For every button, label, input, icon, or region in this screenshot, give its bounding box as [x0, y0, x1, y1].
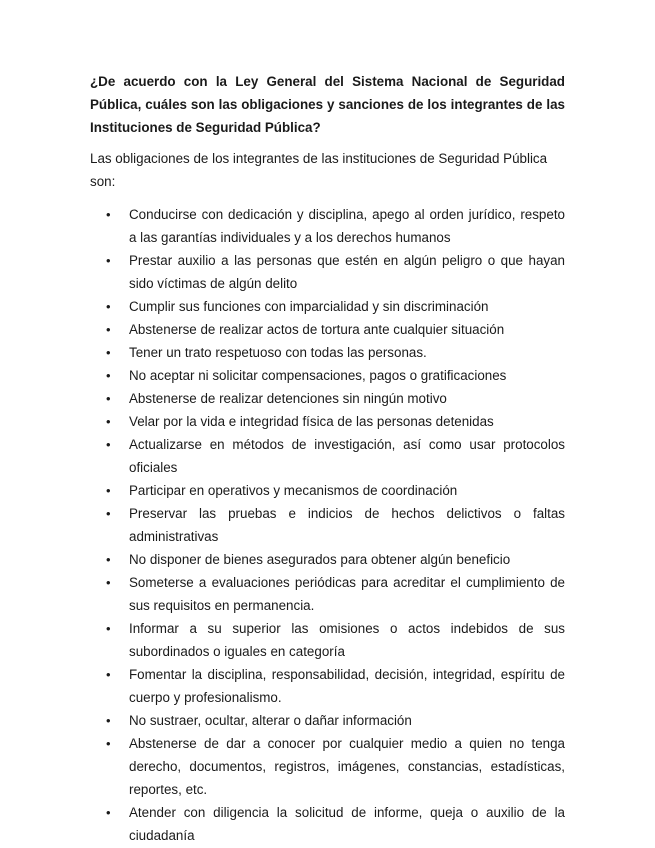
- list-item-text: Actualizarse en métodos de investigación, así como usar protocolos oficiales: [129, 437, 565, 475]
- bullet-icon: •: [106, 299, 111, 314]
- bullet-icon: •: [106, 575, 111, 590]
- bullet-icon: •: [106, 437, 111, 452]
- bullet-icon: •: [106, 667, 111, 682]
- bullet-icon: •: [106, 483, 111, 498]
- list-item: [90, 295, 565, 318]
- bullet-icon: •: [106, 368, 111, 383]
- bullet-icon: •: [106, 621, 111, 636]
- list-item: [90, 502, 565, 548]
- list-item: [90, 663, 565, 709]
- list-item-text: No sustraer, ocultar, alterar o dañar información: [129, 713, 412, 728]
- list-item: [90, 318, 565, 341]
- list-item: [90, 571, 565, 617]
- list-item-text: Velar por la vida e integridad física de las personas detenidas: [129, 414, 494, 429]
- list-item: [90, 801, 565, 847]
- bullet-icon: •: [106, 506, 111, 521]
- intro-paragraph: Las obligaciones de los integrantes de las instituciones de Seguridad Pública son:: [90, 151, 548, 189]
- list-item: [90, 479, 565, 502]
- list-item: [90, 410, 565, 433]
- list-item-text: Tener un trato respetuoso con todas las personas.: [129, 345, 427, 360]
- list-item-text: Atender con diligencia la solicitud de informe, queja o auxilio de la ciudadanía: [129, 805, 565, 843]
- list-item-text: Participar en operativos y mecanismos de coordinación: [129, 483, 458, 498]
- list-item-text: Fomentar la disciplina, responsabilidad, decisión, integridad, espíritu de cuerpo y profesionalismo.: [129, 667, 565, 705]
- list-item-text: Cumplir sus funciones con imparcialidad y sin discriminación: [129, 299, 489, 314]
- bullet-icon: •: [106, 322, 111, 337]
- list-item: [90, 203, 565, 249]
- list-item: [90, 433, 565, 479]
- bullet-icon: •: [106, 391, 111, 406]
- bullet-icon: •: [106, 207, 111, 222]
- bullet-icon: •: [106, 253, 111, 268]
- list-item: [90, 548, 565, 571]
- bullet-icon: •: [106, 805, 111, 820]
- list-item-text: Conducirse con dedicación y disciplina, apego al orden jurídico, respeto a las garantías individuales y a los derechos humanos: [129, 207, 565, 245]
- list-item-text: Prestar auxilio a las personas que estén en algún peligro o que hayan sido víctimas de algún delito: [129, 253, 565, 291]
- document-content: [90, 70, 565, 847]
- list-item-text: Preservar las pruebas e indicios de hechos delictivos o faltas administrativas: [129, 506, 565, 544]
- list-item: [90, 341, 565, 364]
- bullet-icon: •: [106, 713, 111, 728]
- bullet-icon: •: [106, 345, 111, 360]
- bullet-icon: •: [106, 552, 111, 567]
- list-item: [90, 732, 565, 801]
- bullet-icon: •: [106, 736, 111, 751]
- list-item: [90, 387, 565, 410]
- bullet-icon: •: [106, 414, 111, 429]
- list-item: [90, 709, 565, 732]
- list-item-text: No disponer de bienes asegurados para obtener algún beneficio: [129, 552, 511, 567]
- list-item: [90, 617, 565, 663]
- list-item-text: Abstenerse de dar a conocer por cualquier medio a quien no tenga derecho, documentos, registros, imágenes, constancias, estadísticas, reportes, etc.: [129, 736, 565, 797]
- list-item-text: Someterse a evaluaciones periódicas para acreditar el cumplimiento de sus requisitos en permanencia.: [129, 575, 565, 613]
- list-item-text: Abstenerse de realizar actos de tortura ante cualquier situación: [129, 322, 505, 337]
- list-item: [90, 364, 565, 387]
- list-item-text: Abstenerse de realizar detenciones sin ningún motivo: [129, 391, 447, 406]
- list-item: [90, 249, 565, 295]
- list-item-text: No aceptar ni solicitar compensaciones, pagos o gratificaciones: [129, 368, 507, 383]
- question-heading: ¿De acuerdo con la Ley General del Sistema Nacional de Seguridad Pública, cuáles son las obligaciones y sanciones de los integrantes de las Instituciones de Seguridad Pública?: [90, 74, 565, 135]
- obligations-list: [90, 203, 565, 847]
- list-item-text: Informar a su superior las omisiones o actos indebidos de sus subordinados o iguales en categoría: [129, 621, 565, 659]
